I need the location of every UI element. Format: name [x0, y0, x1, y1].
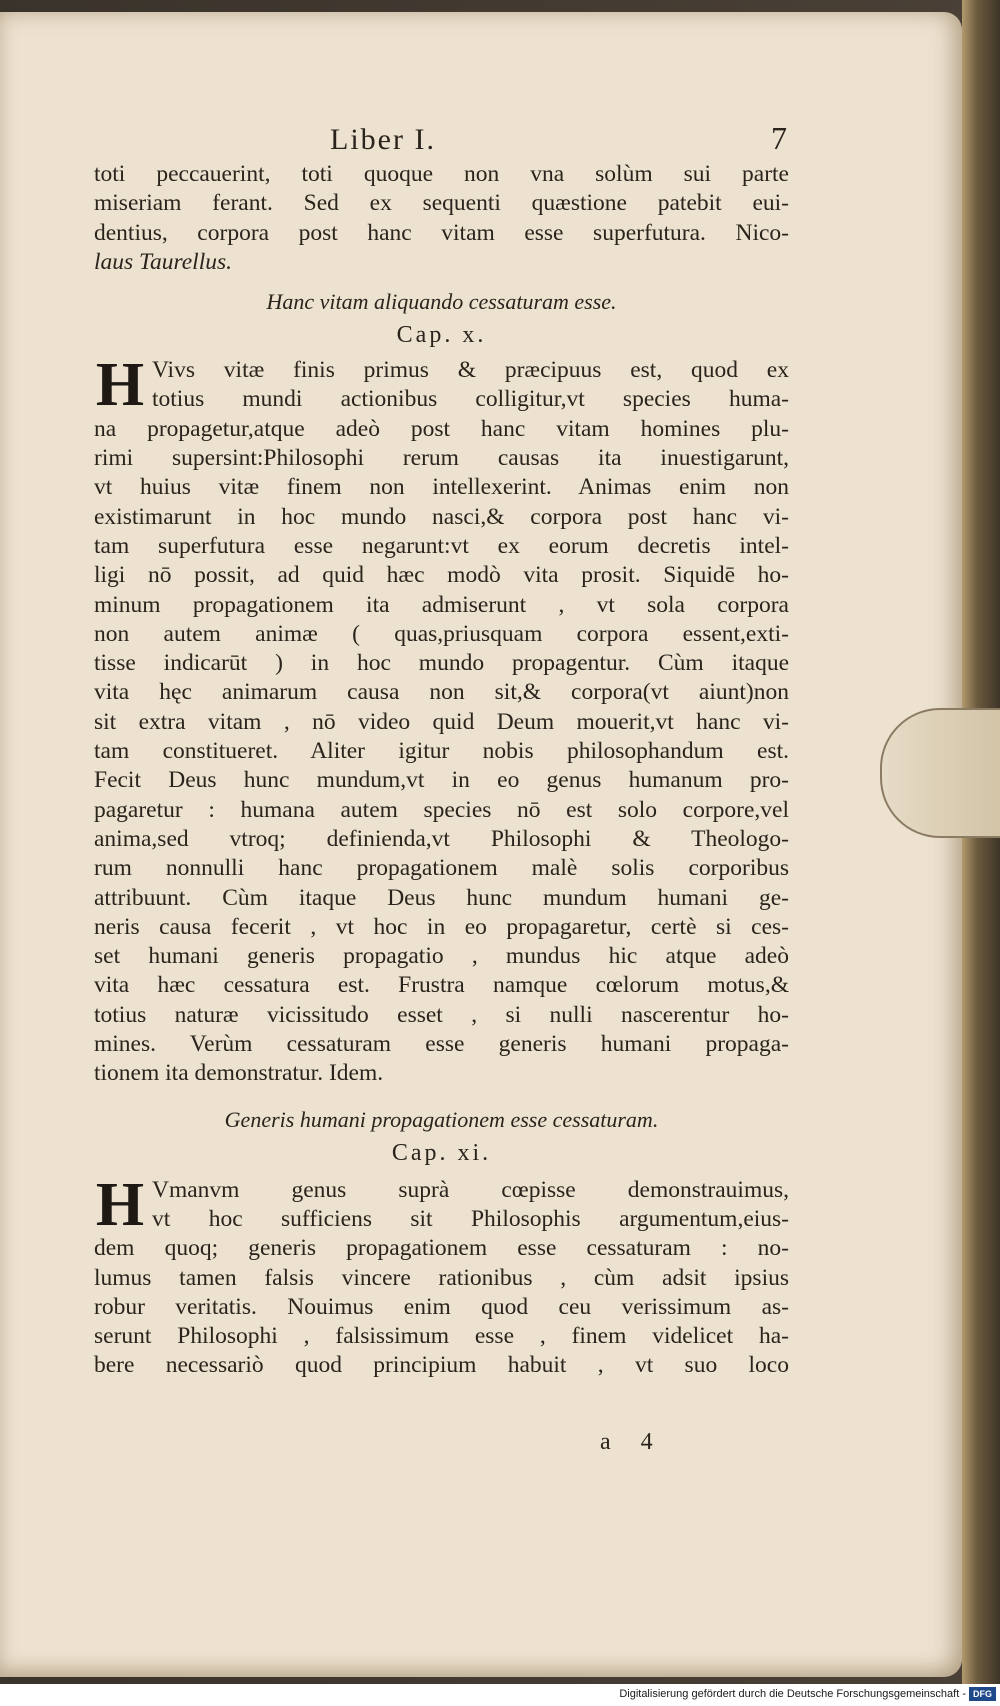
- text-line: rum nonnulli hanc propagationem malè solis corporibus: [94, 855, 789, 882]
- page-text: [94, 120, 789, 1381]
- text-line: tisse indicarūt ) in hoc mundo propagentur. Cùm itaque: [94, 650, 789, 677]
- text-line: tam superfutura esse negarunt:vt ex eorum decretis intel-: [94, 532, 789, 559]
- text-line: laus Taurellus.: [94, 248, 232, 275]
- text-line: ligi nō possit, ad quid hæc modò vita prosit. Siquidē ho-: [94, 562, 789, 589]
- text-line: totius naturæ vicissitudo esset , si nulli nascerentur ho-: [94, 1001, 789, 1028]
- text-line: rimi supersint:Philosophi rerum causas ita inuestigarunt,: [94, 445, 789, 472]
- drop-cap: H: [95, 351, 145, 420]
- chapter-10-number: Cap. x.: [396, 322, 487, 349]
- text-line: Vmanvm genus suprà cœpisse demonstrauimus,: [152, 1176, 789, 1203]
- text-line: pagaretur : humana autem species nō est solo corpore,vel: [94, 796, 789, 823]
- book-page-edge: [962, 0, 1000, 1690]
- text-line: Fecit Deus hunc mundum,vt in eo genus humanum pro-: [94, 767, 789, 794]
- running-head: [94, 120, 789, 160]
- text-line: mines. Verùm cessaturam esse generis humani propaga-: [94, 1031, 789, 1058]
- running-head-title: Liber I.: [330, 123, 436, 156]
- drop-cap: H: [95, 1170, 145, 1239]
- text-line: dentius, corpora post hanc vitam esse superfutura. Nico-: [94, 219, 789, 246]
- text-line: dem quoq; generis propagationem esse cessaturam : no-: [94, 1235, 789, 1262]
- text-line: set humani generis propagatio , mundus hic atque adeò: [94, 943, 789, 970]
- text-line: totius mundi actionibus colligitur,vt species huma-: [152, 386, 789, 413]
- footer-bar: [0, 1684, 1000, 1706]
- text-line: minum propagationem ita admiserunt , vt sola corpora: [94, 591, 789, 618]
- text-line: attribuunt. Cùm itaque Deus hunc mundum humani ge-: [94, 884, 789, 911]
- text-line: sit extra vitam , nō video quid Deum mouerit,vt hanc vi-: [94, 708, 789, 735]
- chapter-11-number: Cap. xi.: [391, 1139, 492, 1166]
- text-line: anima,sed vtroq; definienda,vt Philosophi & Theologo-: [94, 825, 789, 852]
- signature-mark: a 4: [600, 1429, 665, 1455]
- intro-paragraph: [94, 160, 789, 277]
- text-line: robur veritatis. Nouimus enim quod ceu verissimum as-: [94, 1293, 789, 1320]
- text-line: Vivs vitæ finis primus & præcipuus est, quod ex: [152, 357, 789, 384]
- chapter-10-text: [94, 351, 789, 1088]
- funding-credit: Digitalisierung gefördert durch die Deutsche Forschungsgemeinschaft -: [619, 1688, 966, 1700]
- chapter-11-text: [94, 1170, 789, 1381]
- text-line: na propagetur,atque adeò post hanc vitam homines plu-: [94, 415, 789, 442]
- text-line: miseriam ferant. Sed ex sequenti quæstione patebit eui-: [94, 190, 789, 217]
- text-line: vita hęc animarum causa non sit,& corpora(vt aiunt)non: [94, 679, 789, 706]
- text-line: vt huius vitæ finem non intellexerint. Animas enim non: [94, 474, 789, 501]
- text-line: existimarunt in hoc mundo nasci,& corpora post hanc vi-: [94, 503, 789, 530]
- chapter-10-heading: Hanc vitam aliquando cessaturam esse.: [266, 289, 617, 315]
- text-line: toti peccauerint, toti quoque non vna solùm sui parte: [94, 161, 789, 187]
- text-line: neris causa fecerit , vt hoc in eo propagaretur, certè si ces-: [94, 913, 789, 940]
- text-line: lumus tamen falsis vincere rationibus , cùm adsit ipsius: [94, 1264, 789, 1291]
- chapter-11-heading: Generis humani propagationem esse cessaturam.: [224, 1106, 659, 1132]
- page-clip: [880, 708, 1000, 838]
- text-line: tam constitueret. Aliter igitur nobis philosophandum est.: [94, 738, 789, 765]
- text-line: vt hoc sufficiens sit Philosophis argumentum,eius-: [152, 1205, 789, 1232]
- text-line: tionem ita demonstratur. Idem.: [94, 1060, 384, 1087]
- page-number: 7: [771, 120, 789, 156]
- text-line: bere necessariò quod principium habuit , vt suo loco: [94, 1352, 789, 1379]
- text-line: serunt Philosophi , falsissimum esse , finem videlicet ha-: [94, 1323, 789, 1350]
- dfg-logo: DFG: [969, 1687, 996, 1701]
- text-line: non autem animæ ( quas,priusquam corpora essent,exti-: [94, 620, 789, 647]
- text-line: vita hæc cessatura est. Frustra namque cœlorum motus,&: [94, 972, 789, 999]
